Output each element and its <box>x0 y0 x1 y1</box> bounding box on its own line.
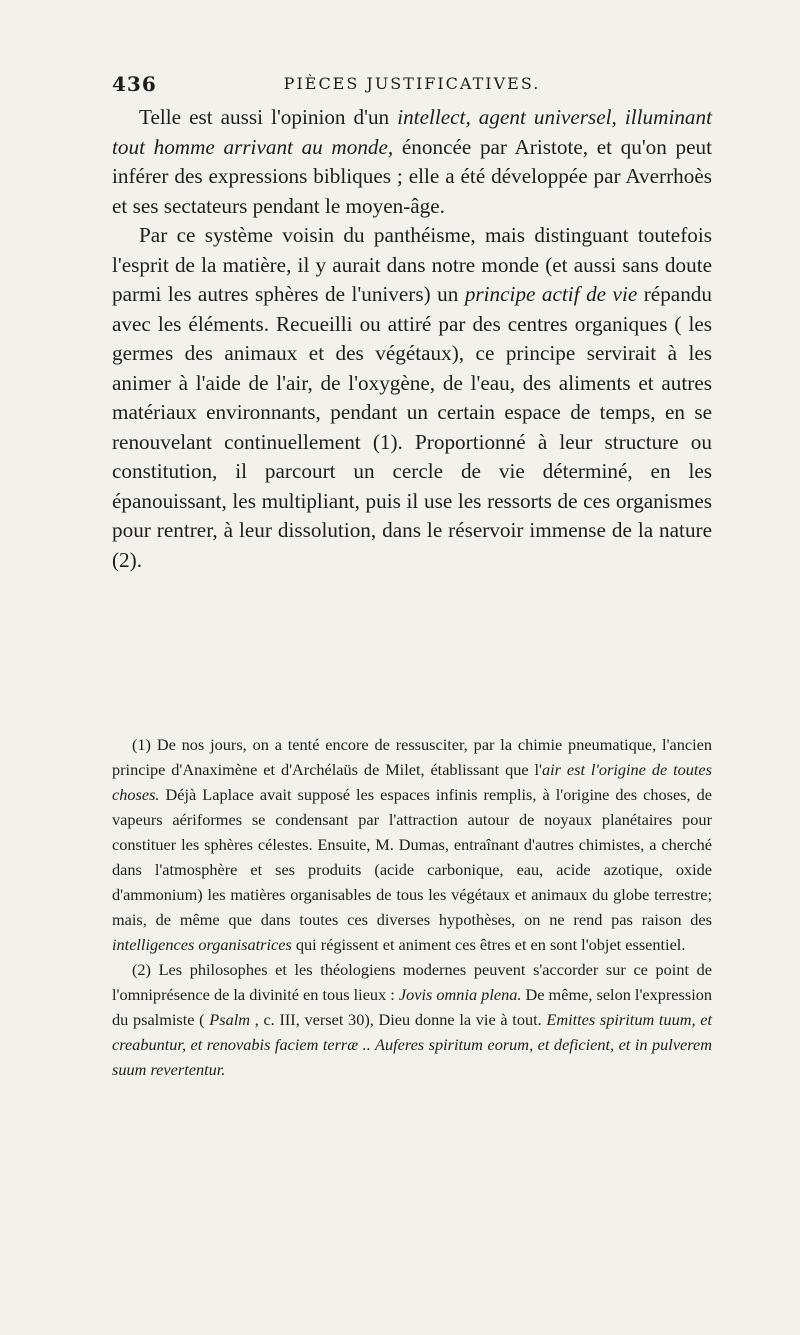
main-text <box>112 103 712 575</box>
paragraph-2: Par ce système voisin du panthéisme, mais distinguant toutefois l'esprit de la matière, il y aurait dans notre monde (et aussi sans doute parmi les autres sphères de l'univers) un principe actif de vie répandu avec les éléments. Recueilli ou attiré par des centres organiques ( les germes des animaux et des végétaux), ce principe servirait à les animer à l'aide de l'air, de l'oxygène, de l'eau, des aliments et autres matériaux environnants, pendant un certain espace de temps, en se renouvelant continuellement (1). Proportionné à leur structure ou constitution, il parcourt un cercle de vie déterminé, en les épanouissant, les multipliant, puis il use les ressorts de ces organismes pour rentrer, à leur dissolution, dans le réservoir immense de la nature (2). <box>112 223 712 572</box>
footnote-2: (2) Les philosophes et les théologiens modernes peuvent s'accorder sur ce point de l'omniprésence de la divinité en tous lieux : Jovis omnia plena. De même, selon l'expression du psalmiste ( Psalm , c. III, verset 30), Dieu donne la vie à tout. Emittes spiritum tuum, et creabuntur, et renovabis faciem terræ .. Auferes spiritum eorum, et deficient, et in pulverem suum revertentur. <box>112 960 713 1079</box>
paragraph-1: Telle est aussi l'opinion d'un intellect, agent universel, illuminant tout homme arrivant au monde, énoncée par Aristote, et qu'on peut inférer des expressions bibliques ; elle a été développée par Averrhoès et ses sectateurs pendant le moyen-âge. <box>112 105 712 218</box>
footnotes <box>112 732 712 1082</box>
page-header <box>112 72 712 102</box>
page-number: 436 <box>112 72 157 96</box>
footnote-1: (1) De nos jours, on a tenté encore de ressusciter, par la chimie pneumatique, l'ancien principe d'Anaximène et d'Archélaüs de Milet, établissant que l'air est l'origine de toutes choses. Déjà Laplace avait supposé les espaces infinis remplis, à l'origine des choses, de vapeurs aériformes se condensant par l'attraction autour de noyaux planétaires pour constituer les sphères célestes. Ensuite, M. Dumas, entraînant d'autres chimistes, a cherché dans l'atmosphère et ses produits (acide carbonique, eau, acide azotique, oxide d'ammonium) les matières organisables de tous les végétaux et animaux du globe terrestre; mais, de même que dans toutes ces diverses hypothèses, on ne rend pas raison des intelligences organisatrices qui régissent et animent ces êtres et en sont l'objet essentiel. <box>112 735 712 954</box>
running-title: PIÈCES JUSTIFICATIVES. <box>283 74 541 93</box>
